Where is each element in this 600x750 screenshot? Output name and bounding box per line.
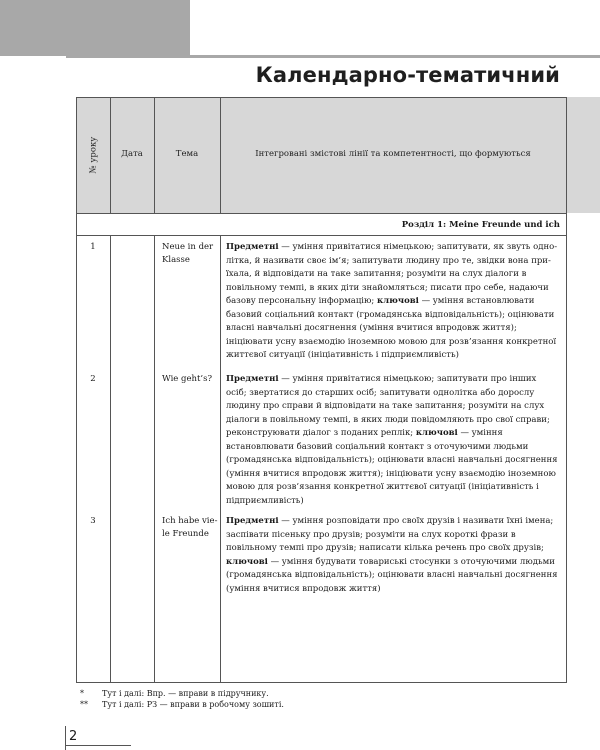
footnotes <box>80 688 284 710</box>
lead-label: ключові <box>377 296 419 306</box>
description-text: — уміння будувати товариські стосунки з оточуючими людьми (громадянська відповідальність); оцінювати власні навчальні досягнення (уміння вчитися впродовж життя) <box>226 556 558 594</box>
footnote <box>80 688 284 699</box>
lead-label: ключові <box>226 556 268 567</box>
footnote-text: Тут і далі: Впр. — вправи в підручнику. <box>102 689 269 698</box>
lead-label: Предметні <box>226 374 279 384</box>
lesson-plan-table <box>76 97 600 683</box>
row-number: 3 <box>90 516 96 526</box>
row-number: 1 <box>90 242 96 252</box>
footnote-mark: ** <box>80 700 88 709</box>
description-text: — уміння привітатися німецькою; запитувати про інших осіб; звертатися до старших осіб; запитувати однолітка або дорослу людину про справи й відповідати на таке запитання; розуміти на слух діалоги в повільному темпі, в яких люди повідомляють про свої справи; реконструювати діалог з поданих реплік; <box>226 374 550 438</box>
footnote <box>80 699 284 710</box>
row-topic: Wie geht’s? <box>162 374 213 384</box>
column-divider <box>566 97 567 683</box>
footnote-text: Тут і далі: РЗ — вправи в робочому зошиті. <box>102 700 284 709</box>
lead-label: Предметні <box>226 516 279 526</box>
page-number-rule <box>65 745 131 746</box>
description-text: — уміння привітатися німецькою; запитувати, як звуть однолітка, й називати своє ім’я; запитувати людину про те, звідки вона приїхала, й відповідати на таке запитання; розуміти на слух діалоги в повільному темпі, в яких діти знайомляться; писати про себе, надаючи базову персональну інформацію; <box>226 242 558 306</box>
row-description <box>226 241 558 363</box>
lead-label: Предметні <box>226 242 279 252</box>
footnote-mark: * <box>80 689 84 698</box>
description-text: — уміння встановлювати базовий соціальний контакт (громадянська відповідальність); оцінювати власні навчальні досягнення (уміння вчитися впродовж життя); ініціювати усну взаємодію іноземною мовою для розв’язання конкретної життєвої ситуації (ініціативність і підприємливість) <box>226 296 557 360</box>
section-title: Розділ 1: Meine Freunde und ich <box>401 220 560 230</box>
row-number: 2 <box>90 374 96 384</box>
page-number: 2 <box>69 729 78 744</box>
row-description <box>226 373 558 508</box>
page-number-rule <box>65 726 66 750</box>
row-topic: Neue in der Klasse <box>162 242 214 265</box>
column-header-content: Інтегровані змістові лінії та компетентності, що формуються <box>255 149 531 159</box>
lead-label: ключові <box>415 428 458 438</box>
column-header-date: Дата <box>121 149 143 159</box>
row-description <box>226 515 558 596</box>
description-text: — уміння розповідати про своїх друзів і називати їхні імена; заспівати пісеньку про друзів; розуміти на слух короткі фрази в повільному темпі про друзів; написати кілька речень про своїх друзів; <box>226 516 554 553</box>
row-topic: Ich habe viele Freunde <box>162 516 218 539</box>
column-header-topic: Тема <box>175 149 199 159</box>
header-rule <box>66 55 600 58</box>
page-title: Календарно-тематичний <box>255 63 560 87</box>
header-gray-block <box>0 0 190 56</box>
description-text: — уміння встановлювати базовий соціальний контакт з оточуючими людьми (громадянська відповідальність); оцінювати власні навчальні досягнення (уміння вчитися впродовж життя); ініціювати усну взаємодію іноземною мовою для розв’язання конкретної життєвої ситуації (ініціативність і підприємливість) <box>226 428 558 506</box>
column-header-number: № уроку <box>88 136 98 174</box>
